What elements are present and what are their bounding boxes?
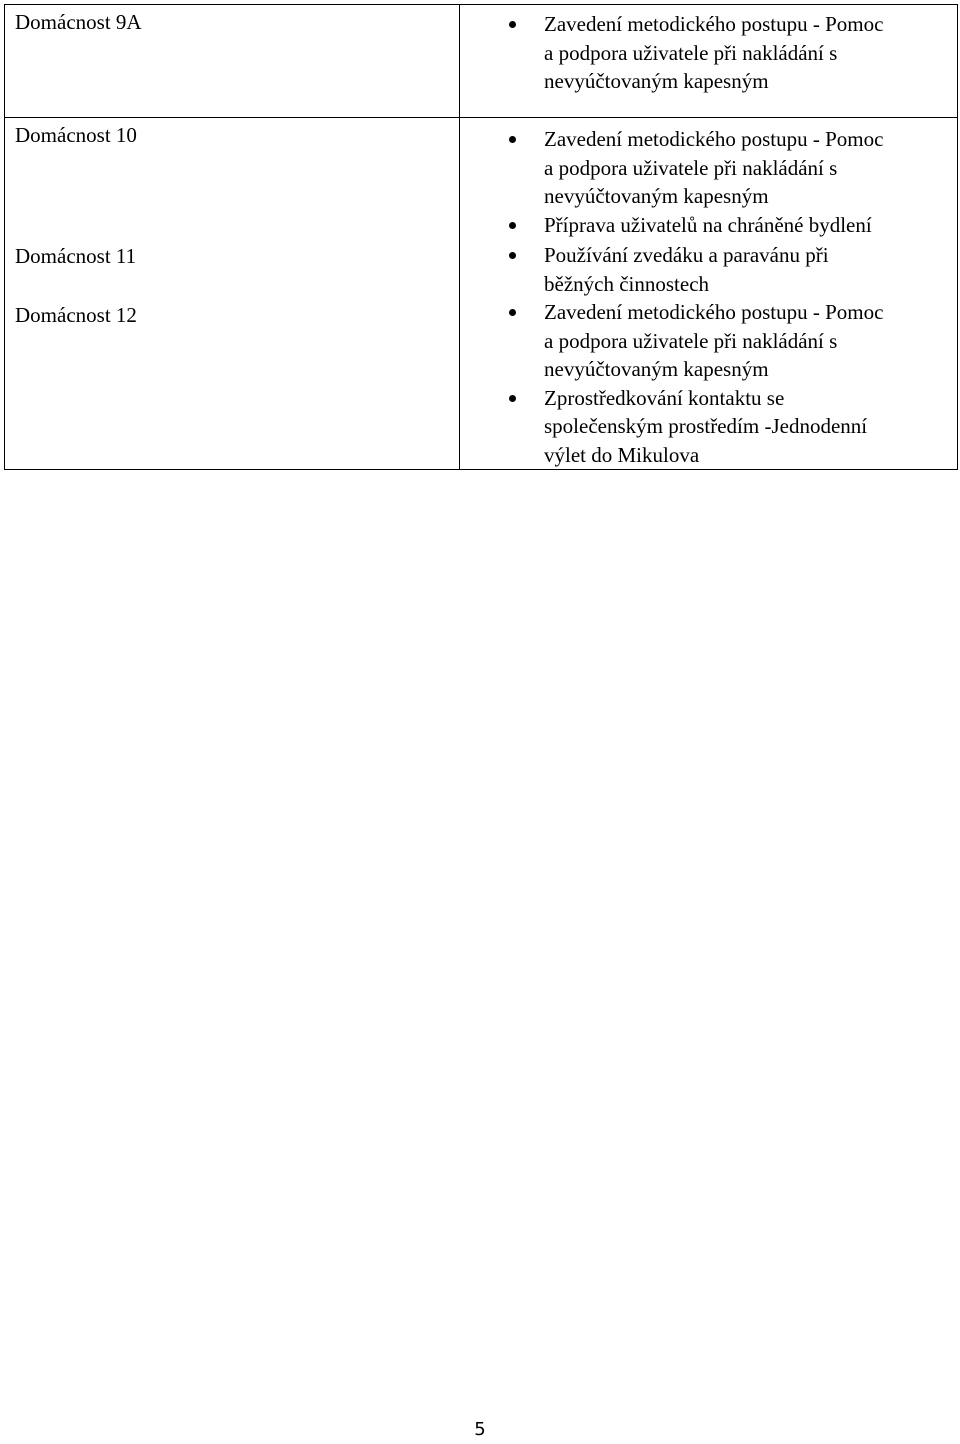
household-table bbox=[4, 4, 958, 470]
item-text: Příprava uživatelů na chráněné bydlení bbox=[544, 212, 872, 237]
item-text: společenským prostředím -Jednodenní bbox=[544, 414, 868, 438]
item-text: Zavedení metodického postupu - Pomoc bbox=[544, 12, 884, 36]
activity-list bbox=[460, 241, 957, 298]
activity-list bbox=[460, 125, 957, 239]
item-text: nevyúčtovaným kapesným bbox=[544, 184, 769, 208]
item-text: a podpora uživatele při nakládání s bbox=[544, 40, 838, 65]
item-text: nevyúčtovaným kapesným bbox=[544, 357, 769, 381]
bullet-icon bbox=[509, 222, 516, 229]
bullet-icon bbox=[509, 252, 516, 259]
bullet-icon bbox=[509, 395, 516, 402]
item-text: nevyúčtovaným kapesným bbox=[544, 69, 769, 93]
household-name: Domácnost 10 bbox=[15, 123, 137, 147]
list-item bbox=[544, 241, 957, 298]
list-item bbox=[544, 211, 957, 240]
list-item bbox=[544, 298, 957, 384]
table-row bbox=[5, 239, 958, 298]
item-text: a podpora uživatele při nakládání s bbox=[544, 155, 838, 180]
table-row bbox=[5, 298, 958, 470]
list-item bbox=[544, 125, 957, 211]
item-text: výlet do Mikulova bbox=[544, 442, 700, 467]
activity-list bbox=[460, 10, 957, 96]
household-name: Domácnost 12 bbox=[15, 303, 137, 327]
household-name: Domácnost 11 bbox=[15, 244, 137, 268]
activity-list bbox=[460, 298, 957, 469]
page-number: 5 bbox=[474, 1419, 486, 1440]
item-text: Zprostředkování kontaktu se bbox=[544, 385, 785, 410]
item-text: a podpora uživatele při nakládání s bbox=[544, 328, 838, 353]
table-row bbox=[5, 5, 958, 118]
bullet-icon bbox=[509, 136, 516, 143]
bullet-icon bbox=[509, 21, 516, 28]
list-item bbox=[544, 10, 957, 96]
bullet-icon bbox=[509, 309, 516, 316]
table-row bbox=[5, 118, 958, 240]
item-text: běžných činnostech bbox=[544, 271, 710, 296]
item-text: Zavedení metodického postupu - Pomoc bbox=[544, 127, 884, 151]
item-text: Zavedení metodického postupu - Pomoc bbox=[544, 300, 884, 324]
item-text: Používání zvedáku a paravánu při bbox=[544, 243, 829, 267]
household-name: Domácnost 9A bbox=[15, 10, 142, 34]
list-item bbox=[544, 384, 957, 470]
